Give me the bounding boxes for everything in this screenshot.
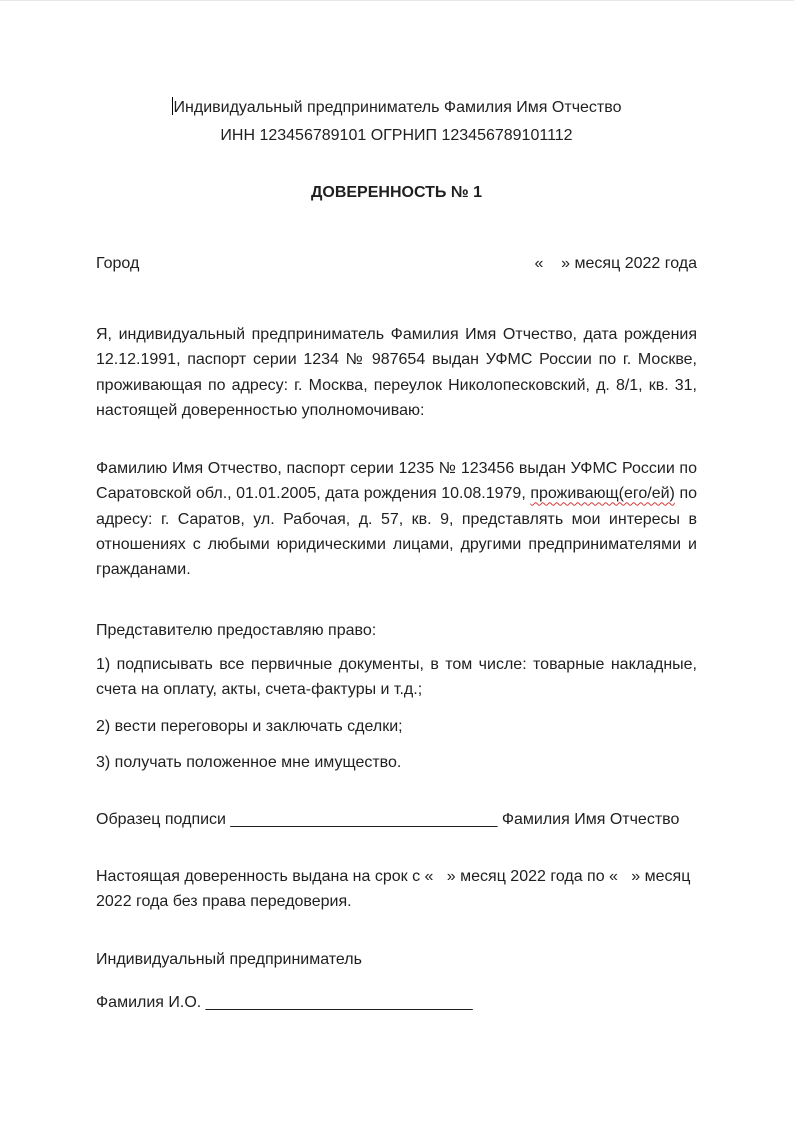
representative-paragraph — [96, 456, 697, 582]
city-label: Город — [96, 255, 140, 272]
footer-signature-line: Фамилия И.О. ______________________________ — [96, 994, 473, 1011]
header-entrepreneur-text: Индивидуальный предприниматель Фамилия Имя Отчество — [173, 99, 622, 116]
footer-title: Индивидуальный предприниматель — [96, 951, 362, 968]
header-entrepreneur-line — [96, 97, 697, 117]
spellcheck-flagged-word: проживающ(его/ей) — [530, 485, 675, 503]
rights-item-1: 1) подписывать все первичные документы, в том числе: товарные накладные, счета на оплату, акты, счета-фактуры и т.д.; — [96, 656, 697, 699]
page-top-border — [0, 0, 794, 1]
signature-sample-line: Образец подписи ______________________________ Фамилия Имя Отчество — [96, 811, 680, 828]
document-title: ДОВЕРЕННОСТЬ № 1 — [310, 184, 483, 201]
validity-paragraph: Настоящая доверенность выдана на срок с « » месяц 2022 года по « » месяц 2022 года без права передоверия. — [96, 868, 695, 911]
representative-text-2: по адресу: г. Саратов, ул. Рабочая, д. 57, кв. 9, представлять мои интересы в отношениях с любыми юридическими лицами, другими предпринимателями и гражданами. — [96, 485, 697, 579]
place-date-row — [96, 251, 697, 276]
text-cursor — [172, 97, 173, 115]
rights-heading: Представителю предоставляю право: — [96, 622, 377, 639]
representative-text-1: Фамилию Имя Отчество, паспорт серии 1235 № 123456 выдан УФМС России по Саратовской обл., 01.01.2005, дата рождения 10.08.1979, — [96, 460, 697, 503]
rights-item-2: 2) вести переговоры и заключать сделки; — [96, 718, 403, 735]
intro-paragraph: Я, индивидуальный предприниматель Фамилия Имя Отчество, дата рождения 12.12.1991, паспорт серии 1234 № 987654 выдан УФМС России по г. Москве, проживающая по адресу: г. Москва, переулок Николопесковский, д. 8/1, кв. 31, настоящей доверенностью уполномочиваю: — [96, 326, 697, 419]
document-date: « » месяц 2022 года — [534, 255, 697, 272]
header-ids-line: ИНН 123456789101 ОГРНИП 123456789101112 — [220, 127, 573, 144]
rights-item-3: 3) получать положенное мне имущество. — [96, 754, 402, 771]
